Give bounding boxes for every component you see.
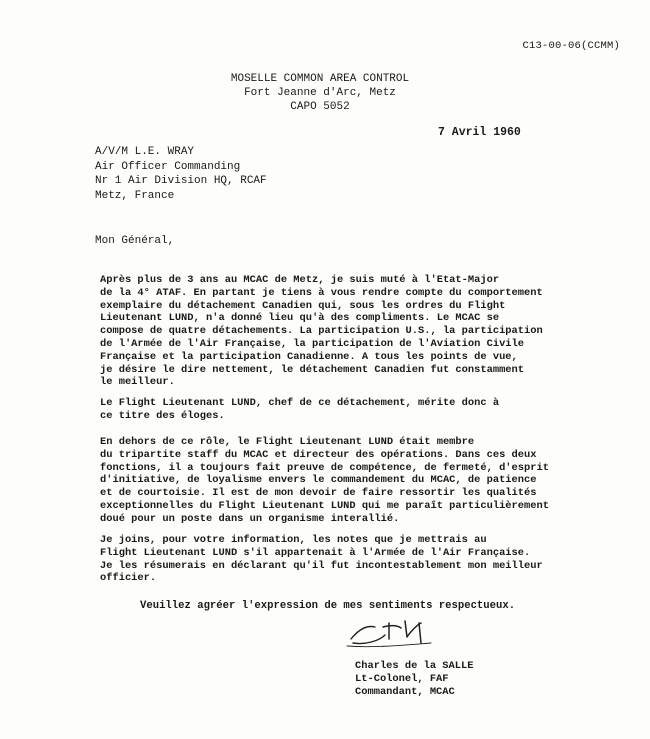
text-line: de la 4° ATAF. En partant je tiens à vous rendre compte du comportement	[100, 286, 543, 299]
text-line: d'initiative, de loyalisme envers le commandement du MCAC, de patience	[100, 474, 537, 487]
signature-block	[355, 660, 473, 699]
addressee-block	[95, 145, 267, 203]
text-line: Je joins, pour votre information, les notes que je mettrais au	[100, 534, 487, 546]
text-line: fonctions, il a toujours fait preuve de compétence, de fermeté, d'esprit	[100, 461, 549, 474]
text-line: Française et la participation Canadienne. A tous les points de vue,	[100, 350, 518, 363]
text-line: ce titre des éloges.	[100, 409, 225, 422]
text-line: exceptionnelles du Flight Lieutenant LUND qui me paraît particulièrement	[100, 499, 549, 512]
signatory-position: Commandant, MCAC	[355, 686, 455, 698]
closing-line: Veuillez agréer l'expression de mes sentiments respectueux.	[140, 600, 516, 612]
salutation: Mon Général,	[95, 235, 175, 247]
addressee-title: Air Officer Commanding	[95, 160, 241, 173]
text-line: le meilleur.	[100, 376, 175, 389]
text-line: de l'Armée de l'Air Française, la participation de l'Aviation Civile	[100, 337, 525, 350]
addressee-name: A/V/M L.E. WRAY	[95, 146, 195, 158]
paragraph-4	[100, 534, 570, 585]
text-line: et de courtoisie. Il est de mon devoir de faire ressortir les qualités	[100, 487, 537, 500]
reference-number: C13-00-06(CCMM)	[522, 40, 620, 52]
text-line: Flight Lieutenant LUND s'il appartenait à l'Armée de l'Air Française.	[100, 546, 531, 559]
text-line: Lieutenant LUND, n'a donné lieu qu'à des compliments. Le MCAC se	[100, 312, 500, 325]
letterhead-organization: MOSELLE COMMON AREA CONTROL	[230, 73, 410, 85]
text-line: exemplaire du détachement Canadien qui, sous les ordres du Flight	[100, 299, 506, 312]
addressee-unit: Nr 1 Air Division HQ, RCAF	[95, 175, 267, 187]
text-line: En dehors de ce rôle, le Flight Lieutenant LUND était membre	[100, 436, 475, 448]
letterhead-location: Fort Jeanne d'Arc, Metz	[244, 87, 396, 99]
signatory-rank: Lt-Colonel, FAF	[355, 673, 449, 685]
letter-date: 7 Avril 1960	[438, 126, 521, 139]
paragraph-2	[100, 397, 570, 423]
text-line: compose de quatre détachements. La participation U.S., la participation	[100, 325, 543, 338]
handwritten-signature	[345, 615, 435, 649]
paragraph-3	[100, 436, 570, 526]
text-line: officier.	[100, 572, 157, 585]
letterhead-postal: CAPO 5052	[290, 101, 350, 113]
text-line: Je les résumerais en déclarant qu'il fut incontestablement mon meilleur	[100, 559, 543, 572]
letterhead	[200, 72, 440, 114]
text-line: Après plus de 3 ans au MCAC de Metz, je suis muté à l'Etat-Major	[100, 274, 500, 286]
text-line: Le Flight Lieutenant LUND, chef de ce détachement, mérite donc à	[100, 397, 500, 409]
text-line: doué pour un poste dans un organisme interallié.	[100, 512, 400, 525]
text-line: du tripartite staff du MCAC et directeur des opérations. Dans ces deux	[100, 448, 537, 461]
signatory-name: Charles de la SALLE	[355, 660, 474, 672]
text-line: je désire le dire nettement, le détachement Canadien fut constamment	[100, 363, 525, 376]
paragraph-1	[100, 274, 570, 389]
addressee-city: Metz, France	[95, 189, 175, 202]
